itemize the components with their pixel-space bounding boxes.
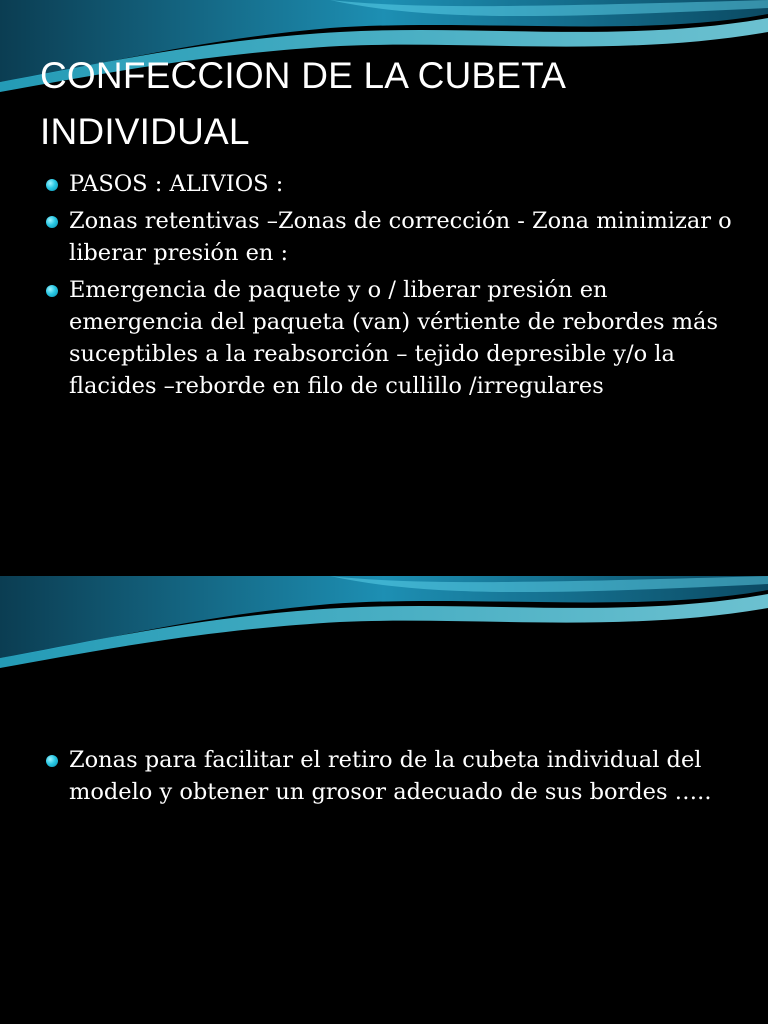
bullet-icon [46, 755, 58, 767]
bullet-text: Emergencia de paquete y o / liberar presión en emergencia del paqueta (van) vértiente de rebordes más suceptibles a la reabsorción – tejido depresible y/o la flacides –reborde en filo de cullillo /irregulares [69, 277, 719, 399]
list-item [44, 205, 734, 269]
list-item [44, 168, 734, 200]
bullet-text: Zonas retentivas –Zonas de corrección - Zona minimizar o liberar presión en : [69, 208, 732, 266]
bullet-text: PASOS : ALIVIOS : [69, 171, 284, 197]
wave-decoration [0, 576, 768, 671]
bullet-list [44, 168, 734, 407]
list-item [44, 744, 734, 808]
list-item [44, 274, 734, 402]
bullet-text: Zonas para facilitar el retiro de la cubeta individual del modelo y obtener un grosor adecuado de sus bordes ….. [69, 747, 712, 805]
slide-title: CONFECCION DE LA CUBETA INDIVIDUAL [40, 55, 565, 152]
bullet-icon [46, 179, 58, 191]
bullet-icon [46, 216, 58, 228]
bullet-icon [46, 285, 58, 297]
slide-2 [0, 576, 768, 1024]
bullet-list [44, 744, 734, 813]
